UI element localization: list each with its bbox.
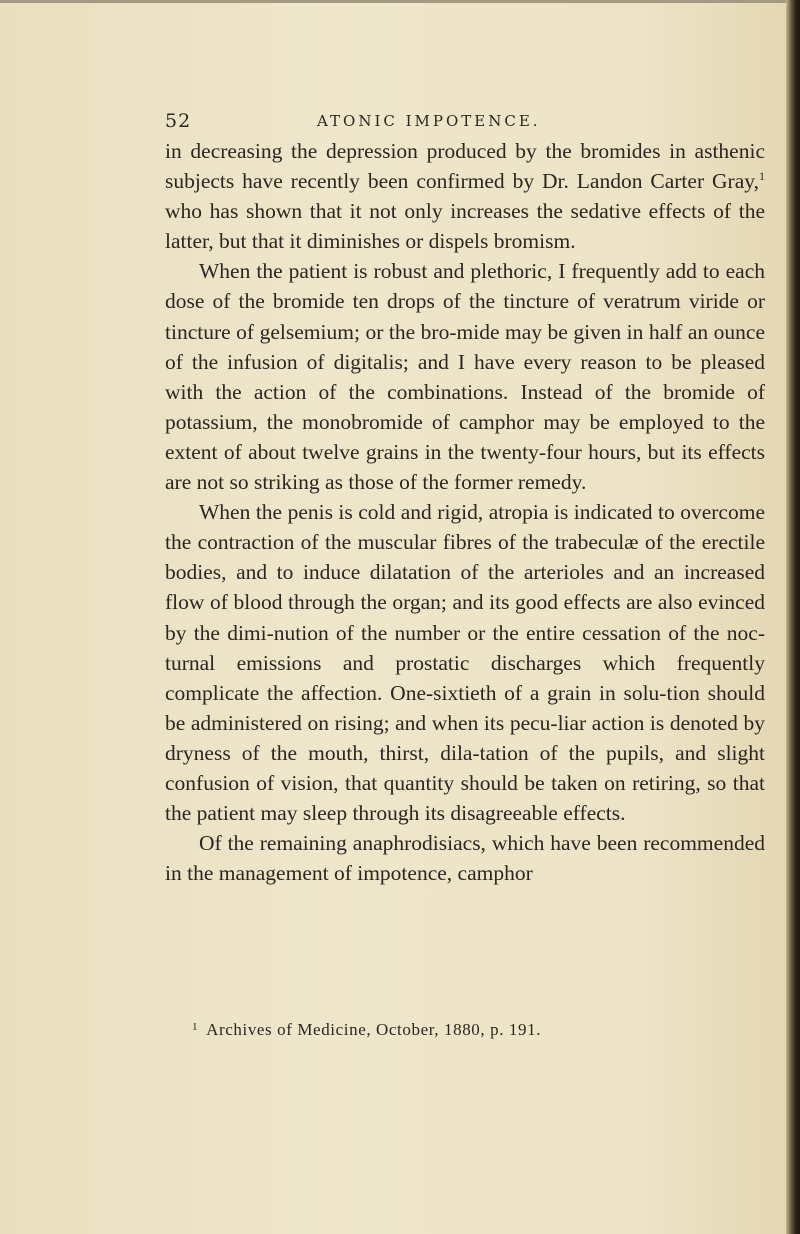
footnote-text: Archives of Medicine, October, 1880, p. 191. (206, 1020, 542, 1039)
footnote (192, 1020, 752, 1040)
paragraph-3: When the penis is cold and rigid, atropia is indicated to overcome the contraction of the muscular fibres of the trabeculæ of the erectile bodies, and to induce dilatation of the arterioles and an increased flow of blood through the organ; and its good effects are also evinced by the dimi-nution of the number or the entire cessation of the noc-turnal emissions and prostatic discharges which frequently complicate the affection. One-sixtieth of a grain in solu-tion should be administered on rising; and when its pecu-liar action is denoted by dryness of the mouth, thirst, dila-tation of the pupils, and slight confusion of vision, that quantity should be taken on retiring, so that the patient may sleep through its disagreeable effects. (165, 500, 765, 826)
page-number: 52 (165, 110, 192, 132)
paragraph-1-text-cont: who has shown that it not only increases the sedative effects of the latter, but that it diminishes or dispels bromism. (165, 199, 765, 254)
body-text (165, 136, 765, 888)
paragraph-2: When the patient is robust and plethoric, I frequently add to each dose of the bromide ten drops of the tincture of veratrum viride or tincture of gelsemium; or the bro-mide may be given in half an ounce of the infusion of digitalis; and I have every reason to be pleased with the action of the combinations. Instead of the bromide of potassium, the monobromide of camphor may be employed to the extent of about twelve grains in the twenty-four hours, but its effects are not so striking as those of the former remedy. (165, 259, 765, 495)
footnote-reference: 1 (759, 168, 765, 183)
book-spine-shadow (786, 0, 800, 1234)
page-top-edge (0, 0, 800, 3)
footnote-mark: 1 (192, 1021, 199, 1033)
paragraph-1-text: in decreasing the depression produced by the bromides in asthenic subjects have recently been confirmed by Dr. Landon Carter Gray, (165, 139, 765, 194)
paragraph-4: Of the remaining anaphrodisiacs, which have been recommended in the management of impotence, camphor (165, 831, 765, 886)
running-head: ATONIC IMPOTENCE. (317, 112, 541, 130)
paragraph-1 (165, 136, 765, 256)
